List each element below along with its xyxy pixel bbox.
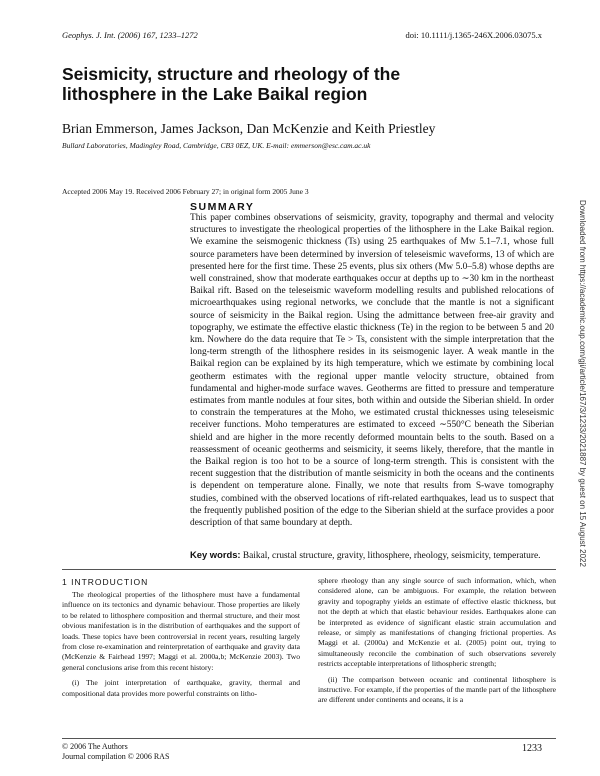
footer-divider [62, 738, 556, 739]
section-divider [62, 569, 556, 570]
intro-paragraph-4: (ii) The comparison between oceanic and continental lithosphere is instructive. For example, if the properties of the mantle part of the lithosphere are different under continents and oceans, it is a [318, 674, 556, 705]
summary-heading: SUMMARY [190, 201, 255, 213]
column-right [318, 576, 556, 711]
keywords [190, 549, 554, 562]
footer-copyright [62, 742, 169, 762]
page-number: 1233 [522, 743, 542, 754]
journal-citation: Geophys. J. Int. (2006) 167, 1233–1272 [62, 30, 198, 40]
copyright-authors: © 2006 The Authors [62, 742, 128, 751]
affiliation: Bullard Laboratories, Madingley Road, Cambridge, CB3 0EZ, UK. E-mail: emmerson@esc.cam.ac.uk [62, 141, 371, 150]
introduction-heading: 1 INTRODUCTION [62, 577, 149, 587]
paper-title: Seismicity, structure and rheology of the lithosphere in the Lake Baikal region [62, 64, 401, 104]
keywords-text: Baikal, crustal structure, gravity, lithosphere, rheology, seismicity, temperature. [242, 551, 541, 561]
summary-text: This paper combines observations of seismicity, gravity, topography and thermal and velocity structures to investigate the rheological properties of the lithosphere in the Lake Baikal region. We examine the seismogenic thickness (Ts) using 25 earthquakes of Mw 5.1–7.1, whose full source parameters have been determined by inversion of teleseismic waveforms, 13 of which are presented here for the first time. These 25 events, plus six others (Mw 5.0–5.8) whose depths are well constrained, show that moderate earthquakes occur at depths up to ∼30 km in the northeast Baikal rift. Based on the teleseismic waveform modelling results and published relocations of microearthquakes using regional networks, we conclude that the mantle is not a significant source of seismicity in the Baikal region. Using the admittance between free-air gravity and topography, we estimate the effective elastic thickness (Te) in the region to be between 5 and 20 km. Nowhere do the data require that Te > Ts, consistent with the simple interpretation that the long-term strength of the lithosphere resides in its seismogenic layer. A weak mantle in the Baikal region can be explained by its high temperature, which we estimate by combining local geotherm estimates with the regional upper mantle velocity structure, obtained from fundamental and higher-mode surface waves. Geotherms are fitted to pressure and temperature estimates from mantle nodules at four sites, both within and outside the Siberian shield. In order to constrain the temperatures at the Moho, we estimated crustal thicknesses using teleseismic receiver functions. Moho temperatures are estimated to exceed ∼550°C beneath the Siberian shield and are higher in the more recently deformed mountain belts to the south. Based on a reassessment of oceanic geotherms and seismicity, it seems likely, therefore, that the mantle in the Baikal region is too hot to be a source of long-term strength. This is consistent with the recent suggestion that the distribution of mantle seismicity in both the oceans and the continents is dependent on temperature alone. Finally, we note that results from S-wave tomography studies, combined with the observed locations of rift-related earthquakes, lead us to suspect that the frequently published position of the edge to the Siberian shield at the surface provides a poor description of that same boundary at depth. [190, 213, 554, 529]
download-notice: Downloaded from https://academic.oup.com/gji/article/167/3/1233/2021887 by guest on 15 August 2022 [578, 200, 587, 567]
intro-paragraph-1: The rheological properties of the lithosphere must have a fundamental influence on its tectonics and dynamic behaviour. Those properties are likely to be related to lithosphere composition and thermal structure, and their most obvious manifestation is in the distribution of earthquakes and the support of loads. These topics have been controversial in recent years, resulting largely from close re-examination and reinterpretation of earthquake and gravity data (McKenzie & Fairhead 1997; Maggi et al. 2000a,b; McKenzie 2003). Two general conclusions arise from this recent history: [62, 590, 300, 672]
doi[interactable]: doi: 10.1111/j.1365-246X.2006.03075.x [405, 30, 542, 40]
keywords-label: Key words: [190, 549, 241, 560]
column-left [62, 590, 300, 704]
accepted-dates: Accepted 2006 May 19. Received 2006 February 27; in original form 2005 June 3 [62, 187, 309, 196]
intro-paragraph-2: (i) The joint interpretation of earthquake, gravity, thermal and compositional data provides more powerful constraints on litho- [62, 678, 300, 698]
intro-paragraph-3: sphere rheology than any single source of such information, which, when considered alone, can be ambiguous. For example, the relation between gravity and topography yields an estimate of effective elastic thickness, but not the depth at which that elastic behaviour resides. Earthquakes alone can be interpreted as evidence of significant elastic strain accumulation and release, or simply as manifestations of changing frictional properties. As Maggi et al. (2000a) and McKenzie et al. (2005) point out, trying to simultaneously reconcile the combination of such observations severely restricts acceptable interpretations of lithospheric strength; [318, 576, 556, 669]
authors: Brian Emmerson, James Jackson, Dan McKenzie and Keith Priestley [62, 121, 436, 136]
copyright-compilation: Journal compilation © 2006 RAS [62, 752, 170, 761]
